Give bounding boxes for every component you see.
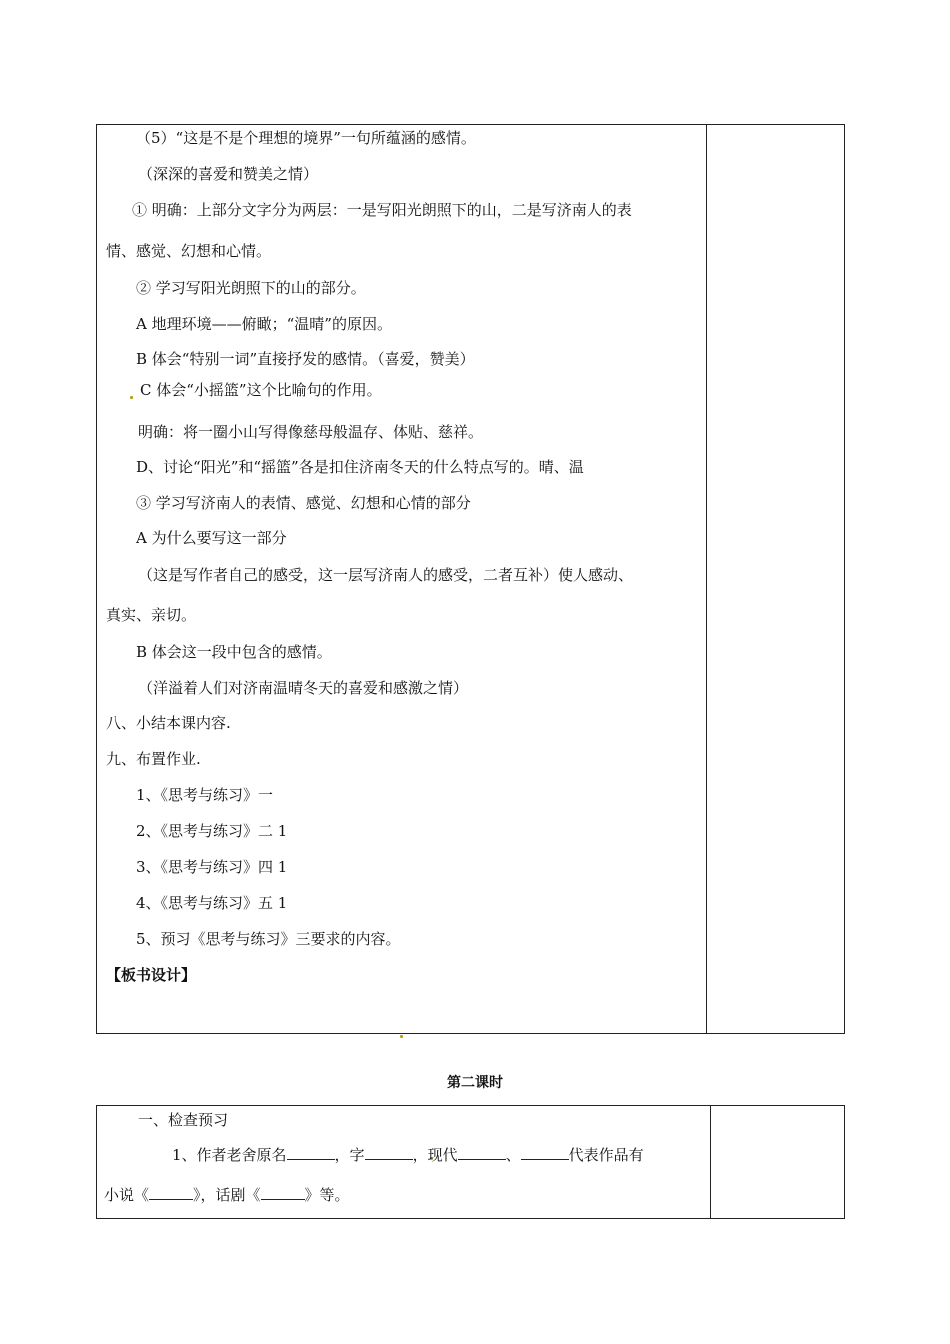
text-line: 3、《思考与练习》四 1 xyxy=(136,858,288,876)
section-title: 第二课时 xyxy=(447,1075,503,1091)
fill-blank[interactable] xyxy=(287,1145,335,1160)
text-line: C 体会“小摇篮”这个比喻句的作用。 xyxy=(140,381,382,399)
text-line: 九、布置作业. xyxy=(106,750,201,768)
board-design-label: 【板书设计】 xyxy=(106,966,197,984)
text-line: ② 学习写阳光朗照下的山的部分。 xyxy=(136,279,366,297)
text-line: 真实、亲切。 xyxy=(106,606,197,624)
fill-blank[interactable] xyxy=(521,1145,569,1160)
scan-mark xyxy=(130,396,133,399)
column-divider xyxy=(706,125,707,1033)
fill-blank[interactable] xyxy=(458,1145,506,1160)
question-text: 小说《 xyxy=(104,1186,150,1204)
text-line: （这是写作者自己的感受，这一层写济南人的感受，二者互补）使人感动、 xyxy=(138,566,634,584)
fill-blank[interactable] xyxy=(365,1145,413,1160)
text-line: A 为什么要写这一部分 xyxy=(136,529,287,547)
text-line: ① 明确：上部分文字分为两层：一是写阳光朗照下的山，二是写济南人的表 xyxy=(132,201,632,219)
fill-blank[interactable] xyxy=(261,1185,305,1200)
text-line: 八、小结本课内容. xyxy=(106,714,231,732)
text-line: D、讨论“阳光”和“摇篮”各是扣住济南冬天的什么特点写的。晴、温 xyxy=(136,458,584,476)
text-line: 5、预习《思考与练习》三要求的内容。 xyxy=(136,930,401,948)
column-divider xyxy=(710,1106,711,1218)
question-text: 、 xyxy=(505,1146,521,1164)
text-line: 1、《思考与练习》一 xyxy=(136,786,274,804)
text-line: B 体会“特别一词”直接抒发的感情。（喜爱，赞美） xyxy=(136,350,475,368)
section-heading: 一、检查预习 xyxy=(138,1111,229,1129)
question-text: 1、作者老舍原名 xyxy=(172,1146,287,1164)
text-line: 2、《思考与练习》二 1 xyxy=(136,822,288,840)
text-line: A 地理环境——俯瞰；“温晴”的原因。 xyxy=(136,315,392,333)
text-line: ③ 学习写济南人的表情、感觉、幻想和心情的部分 xyxy=(136,494,471,512)
fill-blank[interactable] xyxy=(149,1185,193,1200)
text-line: （洋溢着人们对济南温晴冬天的喜爱和感激之情） xyxy=(138,679,469,697)
question-text: 》等。 xyxy=(304,1186,350,1204)
question-line xyxy=(104,1185,350,1205)
text-line: 明确：将一圈小山写得像慈母般温存、体贴、慈祥。 xyxy=(138,423,484,441)
question-text: ，字 xyxy=(334,1146,365,1164)
scan-mark xyxy=(400,1035,403,1038)
text-line: （5）“这是不是个理想的境界”一句所蕴涵的感情。 xyxy=(136,129,476,147)
text-line: B 体会这一段中包含的感情。 xyxy=(136,643,332,661)
text-line: （深深的喜爱和赞美之情） xyxy=(138,165,319,183)
question-text: ，现代 xyxy=(412,1146,458,1164)
question-text: 代表作品有 xyxy=(568,1146,644,1164)
question-text: 》，话剧《 xyxy=(193,1186,261,1204)
text-line: 情、感觉、幻想和心情。 xyxy=(106,242,272,260)
text-line: 4、《思考与练习》五 1 xyxy=(136,894,288,912)
question-line xyxy=(172,1145,644,1165)
